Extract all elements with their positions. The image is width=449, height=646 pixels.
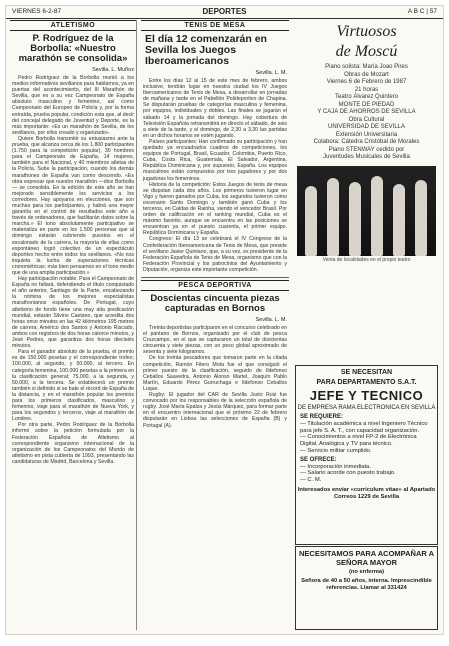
concert-line: MONTE DE PIEDAD — [338, 101, 395, 108]
masthead-section: DEPORTES — [202, 7, 247, 16]
job-ad-offer-item: — C. M. — [300, 477, 322, 484]
concert-title-line1: Virtuosos — [336, 23, 397, 40]
concert-ad — [295, 20, 438, 360]
athletics-paragraph: Para el ganador absoluto de la prueba, el premio es de 150.000 pesetas y el correspondiente trofeo; 100.000, al segundo, y 50.000, al tercero. En categoría femenina, 100.000 pesetas a la primera en la clasificación general; 75.000, a la segunda, y 50.000, a la tercera. Se establecerá un premio también si definido si se bate el récord de España de la distancia, y en el marathón popular los premios para los primeros clasificados, masculino y femenino, viaje para el marathón de Nueva York, y para los segundos y terceros, viaje al marathón de Londres. — [12, 349, 134, 423]
fishing-paragraph: De los treinta pescadores que tomaron parte en la citada competición, Ramón Fitero Mota fue el que consiguió el primer puesto de la clasificación, seguido de Ildefonso Ceballos Saavedra, Antonio Alonso Martel, Joaquín Pablo Martín, Eduardo Pérez Gurruchaga e Ildefonso Ceballos Luque. — [143, 355, 287, 392]
masthead — [6, 6, 443, 19]
job-ad-req-item: — Titulación académica a nivel Ingeniero Técnico para jefe S. A. T., con capacidad organización. — [300, 420, 428, 434]
column-ads — [295, 20, 438, 630]
tabletennis-paragraph: Países participantes: Han confirmado su participación y han quedado ya encuadrados cuadros de competiciones, los equipos de Portugal, Brasil, Ecuador, Colombia, Puerto Rico, Cuba, Costa Rica, Guatemala, El Salvador, Argentina, República Dominicana y, por supuesto, España. Los equipos masculinos están compuestos por tres jugadores y por dos jugadoras los femeninos. — [143, 138, 287, 182]
job-ad-title: JEFE Y TECNICO — [309, 388, 424, 403]
athletics-paragraph: Hay participación notable. Para el Campeonato de España no faltará, defendiendo el título conquistado el año anterior, Santiago de la Parte, encabezando la nómina de los mejores especialistas marathonianos españoles. De Portugal, cuyo atletismo de fondo tiene una muy alta predicación mundial, estarán Silvino Caetano, que acredita dos horas once minutos en las 42 kilómetros 195 metros de carrera; Américo dos Santos y Antonio Riscado, ambos con registros de dos horas catorce minutos, y José Pedres, que garantiza dos horas dieciséis minutos. — [12, 276, 134, 350]
column-middle — [141, 20, 289, 630]
concert-line: Piano STENWAY cedido por — [328, 146, 405, 153]
musician-figure — [349, 182, 361, 256]
concert-line: Teatro Álvarez Quintero — [334, 94, 399, 100]
newspaper-page — [6, 6, 443, 634]
tabletennis-kicker: TENIS DE MESA — [141, 20, 289, 31]
concert-line: Viernes 6 de Febrero de 1987 — [326, 79, 407, 85]
job-ad-offer-item: — Salario acorde con puesto trabajo. — [300, 470, 396, 477]
column-athletics — [10, 20, 137, 630]
job-ad-requirements — [300, 414, 433, 455]
athletics-byline: Sevilla. L. Muñoz — [92, 67, 134, 73]
companion-ad-sub: (no enferma) — [348, 569, 385, 575]
athletics-kicker: ATLETISMO — [10, 20, 136, 31]
athletics-paragraph: Por otra parte, Pedro Rodríguez de la Borbolla informó sobre la petición formulada por la Federación Española de Atletismo al correspondiente organismo internacional de la organización de los Campeonatos del Mundo de atletismo en pista cubierta de 1993, presentando las candidaturas de Madrid, Barcelona y Sevilla. — [12, 422, 134, 465]
masthead-date: VIERNES 6-2-87 — [12, 8, 62, 15]
concert-line: Obras de Mozart — [344, 71, 389, 78]
concert-line: Piano solista: María Joao Pires — [325, 64, 408, 70]
fishing-kicker: PESCA DEPORTIVA — [141, 280, 289, 291]
job-ad-offer-head: SE OFRECE: — [300, 456, 337, 463]
musician-figure — [393, 184, 405, 256]
musicians-photo — [297, 166, 436, 256]
tabletennis-paragraph: Historia de la competición: Estos Juegos de tenis de mesa se disputan cada dos años. Los primeros tuvieron lugar en Vigo y fueron ganados por Cuba, los segundos tuvieron como escenario Santo Domingo y también ganó Cuba y los terceros, en Caldas de Rainha, siendo el vencedor Brasil. Por orden de calificación en el ranking mundial, Cuba es el máximo favorito, aunque se encuentra en las posiciones se encuentran ya en el puesto cuarenta, el primer equipo. República Dominicana y España. — [143, 181, 287, 237]
concert-line: Obra Cultural — [348, 116, 385, 123]
concert-line: UNIVERSIDAD DE SEVILLA — [327, 124, 406, 130]
tabletennis-body — [143, 78, 287, 273]
job-ad-req-item: — Conocimientos a nivel FP-2 de Electrónica Digital, Analógica y TV para técnico. — [300, 434, 417, 448]
concert-caption: Venta de localidades en el propio teatro — [322, 256, 411, 263]
section-divider — [141, 277, 289, 278]
concert-line: 21 horas — [354, 86, 379, 93]
concert-line: Colabora: Cátedra Cristóbal de Morales — [313, 139, 420, 145]
musician-figure — [415, 180, 427, 256]
job-ad-sub: DE EMPRESA RAMA ELECTRONICA EN SEVILLA — [297, 405, 436, 411]
athletics-headline: P. Rodríguez de la Borbolla: «Nuestro marathón se consolida» — [18, 33, 128, 64]
job-ad-offer-item: — Incorporación inmediata. — [300, 463, 371, 470]
tabletennis-paragraph: Entre los días 12 al 15 de este mes de febrero, ambos inclusive, tendrán lugar en nuestra ciudad los IV Juegos Iberoamericanos de Tenis de Mesa, a desarrollar en jornadas de mañana y tarde en el Pabellón Polideportivo de Chapina. Se disputarán pruebas de categorías masculina y femenina, por equipos, individuales y dobles. Las finales se jugarán el sábado 14 y la jornada del domingo. Hay cobertura de Televisión Española retransmitirá en directo el sábado, de seis a siete de la tarde, y el domingo, de 2,30 a 3,30 las partidas en un dichos horarios se estén jugando. — [143, 78, 287, 139]
tabletennis-byline: Sevilla. L. M. — [255, 70, 287, 76]
tabletennis-headline: El día 12 comenzarán en Sevilla los Juegos Iberoamericanos — [145, 33, 267, 67]
fishing-body — [143, 325, 287, 429]
athletics-paragraph: Quiere Borbolla transmitir su entusiasmo ante la prueba, que alcanza cerca de los 1.800 participantes (1.750 para la competición popular), 30 hombres para el Campeonato de España, 14 mujeres, también para el Nacional, y 40 miembros atletas de la Policía. Sube la participación, cuando los demás marathones de España van como descendo. «Es obra expresar que nuestro marathón —dice Borbolla— se consolida. En la edición de este año se han mejorado sensiblemente los servicios a los corredores. Hay apoyaros en elecciones, que son muchas para los participantes, y habrá una mayor garantía en el control de resultados este año a través de ordenadores, que facilitarán datos sobre la marcha.» El tono absolutamente participativo se materializa en parte en los 1.500 personas que al domingo estarán cubriendo puestos en el escalonado de la carrera, la mayoría de ellas como espontáneo logró colectivo de un espectáculo deportivo hecho entre todos los sevillanos. «No nos inquieta la lucha de superaciones técnicas cronométricas; más bien pensamos en el tono medio que de una amplia participación.» — [12, 135, 134, 276]
concert-line: Juventudes Musicales de Sevilla — [323, 154, 410, 160]
concert-line: Extensión Universitaria — [335, 131, 398, 138]
job-ad — [295, 365, 438, 545]
companion-ad-body: Señora de 40 a 50 años, interna. Imprescindible referencias. Llamar al 331424 — [301, 577, 432, 591]
athletics-body — [12, 75, 134, 465]
concert-line: Y CAJA DE AHORROS DE SEVILLA — [317, 109, 416, 115]
job-ad-req-head: SE REQUIERE: — [300, 414, 344, 420]
musician-figure — [327, 178, 339, 256]
job-ad-pre: SE NECESITAN — [340, 369, 393, 376]
fishing-headline: Doscientas cincuenta piezas capturadas en Bornos — [150, 293, 280, 314]
masthead-page-ref: A B C | 57 — [407, 8, 437, 15]
tabletennis-paragraph: Congreso: El día 13 se celebrará el IV Congreso de la Confederación Iberoamericana de Tenis de Mesa, que preside el sevillano Javier Quintano, que, a su vez, es presidente de la Federación Española de Tenis de Mesa, organismo que con la Federación Provincial y los patrocinios del Ayuntamiento y Diputación, organiza este importante competición. — [143, 236, 287, 273]
job-ad-req-item: — Servicio militar cumplido. — [300, 447, 372, 454]
fishing-byline: Sevilla. L. M. — [255, 317, 287, 323]
companion-ad — [295, 546, 438, 630]
job-ad-footer: Interesados enviar «currículum vitae» al Apartado Correos 1229 de Sevilla — [297, 486, 436, 500]
concert-title-line2: de Moscú — [335, 43, 398, 60]
athletics-paragraph: Pedro Rodríguez de la Borbolla reunió a los medios informativos sevillanos para hablarnos, ya en puertas del acontecimiento, del III Marathón de Sevilla, que es a su vez Campeonato de España absoluto masculino y femenino, así como Campeonato del Europeo de Policía y, por la forma extraída, prueba popular, condición esta que, al decir del concejal delegado de Juventud y Deporte, es la más importante: «Es un marathón de Sevilla, de los sevillanos, por ellos creado y organizado». — [12, 75, 134, 136]
musician-figure — [305, 186, 317, 256]
job-ad-offers — [300, 457, 433, 484]
job-ad-pre2: PARA DEPARTAMENTO S.A.T. — [316, 379, 417, 386]
fishing-paragraph: Treinta deportistas participaron en el concurso celebrado en el pantano de Bornos, organizado por el club de pesca Cruzcampo, en el que se capturaron un total de doscientas cincuenta y siete piezas, con un peso global aproximado de sesenta y siete kilogramos. — [143, 325, 287, 356]
companion-ad-headline: NECESITAMOS PARA ACOMPAÑAR A SEÑORA MAYOR — [299, 549, 434, 567]
fishing-paragraph: Rugby: El jugador del CAR de Sevilla Justo Ruiz fue convocado por los responsables de la selección española de rugby. José María Epalza y Jesús Márquez, para formar parte en el encuentro internacional que el próximo 22 de febrero disputarán en Lisboa las selecciones de España (B) y Portugal (A). — [143, 392, 287, 429]
musician-figure — [371, 176, 383, 256]
